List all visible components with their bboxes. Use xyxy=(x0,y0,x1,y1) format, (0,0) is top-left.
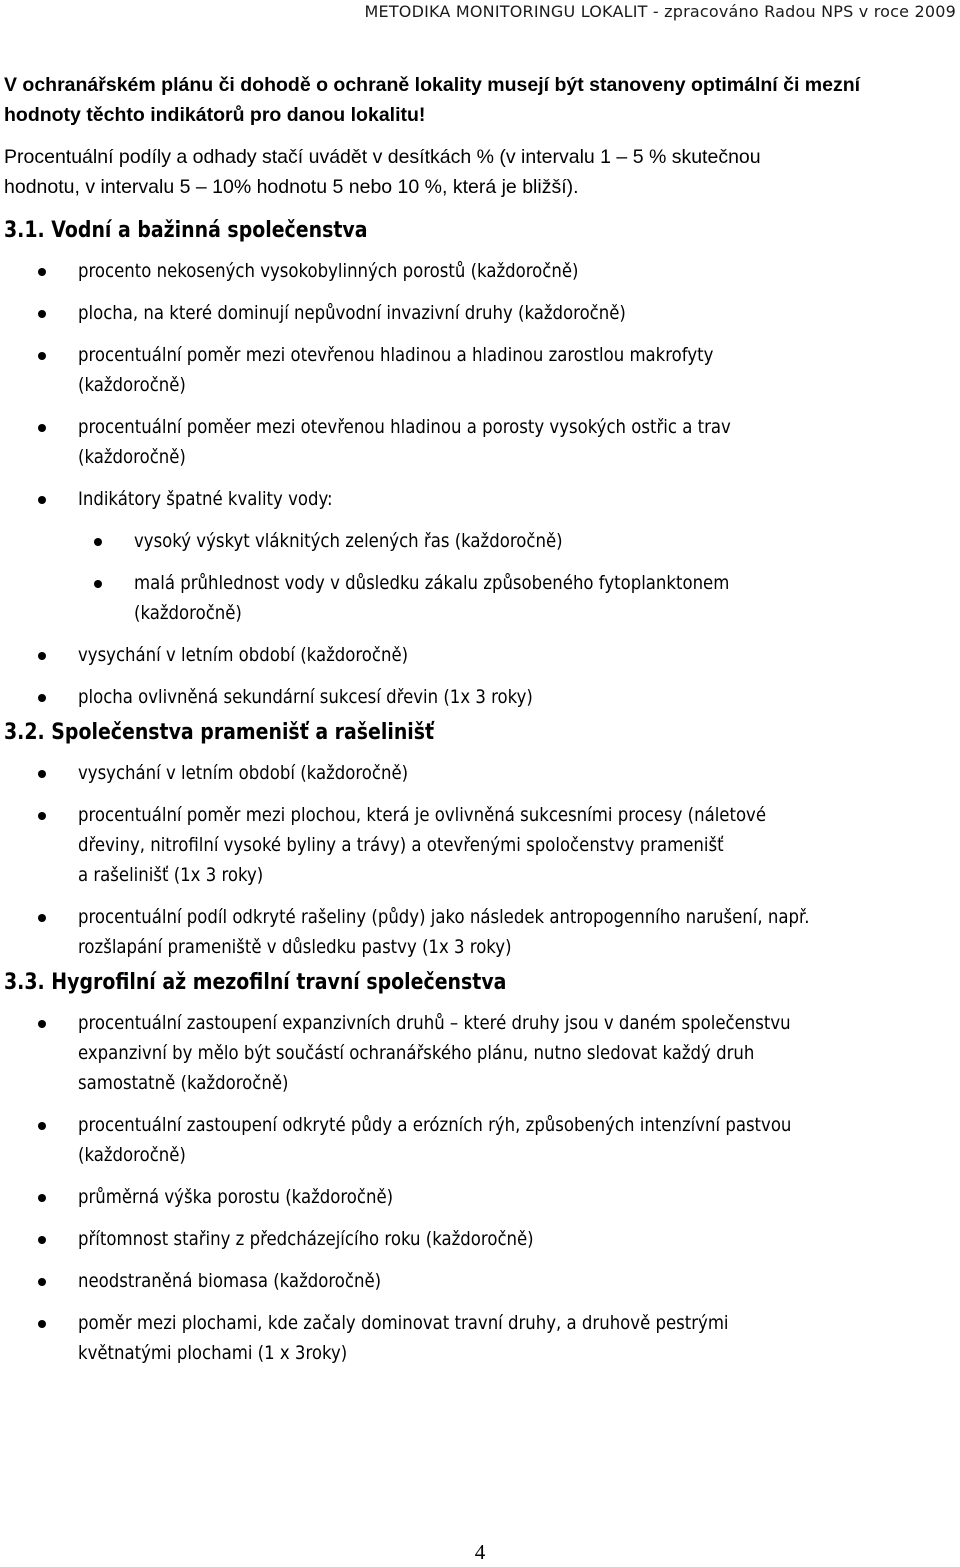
list-item-line: vysychání v letním období (každoročně) xyxy=(78,644,409,666)
bullet-icon xyxy=(38,310,46,318)
list-item xyxy=(4,682,956,712)
bullet-icon xyxy=(38,770,46,778)
section-heading-3-3: 3.3. Hygrofilní až mezofilní travní společenstva xyxy=(4,970,507,995)
list-item-line: procento nekosených vysokobylinných porostů (každoročně) xyxy=(78,260,579,282)
bullet-icon xyxy=(38,1122,46,1130)
section-heading-3-1: 3.1. Vodní a bažinná společenstva xyxy=(4,218,368,243)
list-item-line: Indikátory špatné kvality vody: xyxy=(78,488,333,510)
list-item-line: dřeviny, nitrofilní vysoké byliny a trávy) a otevřenými spoločenstvy pramenišť xyxy=(78,834,724,856)
bullet-icon xyxy=(38,652,46,660)
list-item-line: expanzivní by mělo být součástí ochranářského plánu, nutno sledovat každý druh xyxy=(78,1042,755,1064)
document-body xyxy=(4,70,956,1380)
list-item xyxy=(4,298,956,328)
list-item xyxy=(4,484,956,514)
list-item-line: procentuální podíl odkryté rašeliny (půdy) jako následek antropogenního narušení, např. xyxy=(78,906,810,928)
list-item-line: (každoročně) xyxy=(78,446,186,468)
sub-list-item xyxy=(4,568,956,628)
bullet-icon xyxy=(38,1194,46,1202)
bullet-icon xyxy=(38,1320,46,1328)
bullet-icon xyxy=(38,914,46,922)
list-item-line: procentuální poměr mezi plochou, která je ovlivněná sukcesními procesy (náletové xyxy=(78,804,767,826)
list-item-line: neodstraněná biomasa (každoročně) xyxy=(78,1270,382,1292)
list-item-line: plocha, na které dominují nepůvodní invazivní druhy (každoročně) xyxy=(78,302,626,324)
page-number: 4 xyxy=(474,1540,486,1564)
bullet-icon xyxy=(38,1020,46,1028)
bullet-icon xyxy=(38,1236,46,1244)
list-item xyxy=(4,800,956,890)
list-item xyxy=(4,1308,956,1368)
intro-line: Procentuální podíly a odhady stačí uvádět v desítkách % (v intervalu 1 – 5 % skutečnou xyxy=(4,146,761,168)
list-item xyxy=(4,1008,956,1098)
list-item-line: procentuální zastoupení expanzivních druhů – které druhy jsou v daném společenstvu xyxy=(78,1012,791,1034)
intro-bold-line: hodnoty těchto indikátorů pro danou lokalitu! xyxy=(4,104,426,126)
list-item-line: průměrná výška porostu (každoročně) xyxy=(78,1186,394,1208)
list-item-line: procentuální poměr mezi otevřenou hladinou a hladinou zarostlou makrofyty xyxy=(78,344,714,366)
bullet-icon xyxy=(38,424,46,432)
list-item xyxy=(4,902,956,962)
list-item-line: samostatně (každoročně) xyxy=(78,1072,289,1094)
list-item-line: poměr mezi plochami, kde začaly dominovat travní druhy, a druhově pestrými xyxy=(78,1312,729,1334)
intro-line: hodnotu, v intervalu 5 – 10% hodnotu 5 nebo 10 %, která je bližší). xyxy=(4,176,579,198)
bullet-icon xyxy=(38,496,46,504)
bullet-icon xyxy=(38,1278,46,1286)
list-item-line: (každoročně) xyxy=(134,602,242,624)
sub-list-item xyxy=(4,526,956,556)
bullet-icon xyxy=(38,812,46,820)
list-item xyxy=(4,1224,956,1254)
intro-bold-line: V ochranářském plánu či dohodě o ochraně lokality musejí být stanoveny optimální či mezní xyxy=(4,74,861,96)
intro-bold-note xyxy=(4,70,956,130)
list-item-line: plocha ovlivněná sekundární sukcesí dřevin (1x 3 roky) xyxy=(78,686,533,708)
list-item-line: přítomnost stařiny z předcházejícího roku (každoročně) xyxy=(78,1228,534,1250)
list-item xyxy=(4,1182,956,1212)
list-item xyxy=(4,1110,956,1170)
list-item-line: (každoročně) xyxy=(78,1144,186,1166)
section-3-1-sublist xyxy=(4,526,956,628)
list-item-line: (každoročně) xyxy=(78,374,186,396)
list-item-line: procentuální zastoupení odkryté půdy a erózních rýh, způsobených intenzívní pastvou xyxy=(78,1114,792,1136)
list-item xyxy=(4,758,956,788)
list-item xyxy=(4,256,956,286)
list-item-line: vysoký výskyt vláknitých zelených řas (každoročně) xyxy=(134,530,563,552)
section-3-2-list xyxy=(4,758,956,962)
bullet-icon xyxy=(94,538,102,546)
list-item-line: květnatými plochami (1 x 3roky) xyxy=(78,1342,348,1364)
section-3-1-list xyxy=(4,256,956,514)
bullet-icon xyxy=(38,694,46,702)
intro-paragraph xyxy=(4,142,956,202)
list-item xyxy=(4,340,956,400)
bullet-icon xyxy=(38,352,46,360)
list-item xyxy=(4,412,956,472)
section-3-1-list-continued xyxy=(4,640,956,712)
bullet-icon xyxy=(38,268,46,276)
list-item-line: rozšlapání prameniště v důsledku pastvy (1x 3 roky) xyxy=(78,936,512,958)
section-heading-3-2: 3.2. Společenstva pramenišť a rašelinišť xyxy=(4,720,435,745)
list-item xyxy=(4,1266,956,1296)
list-item-line: vysychání v letním období (každoročně) xyxy=(78,762,409,784)
list-item-line: procentuální poměer mezi otevřenou hladinou a porosty vysokých ostřic a trav xyxy=(78,416,731,438)
page-header: METODIKA MONITORINGU LOKALIT - zpracováno Radou NPS v roce 2009 xyxy=(364,2,956,21)
section-3-3-list xyxy=(4,1008,956,1368)
list-item-line: a rašelinišť (1x 3 roky) xyxy=(78,864,264,886)
bullet-icon xyxy=(94,580,102,588)
list-item xyxy=(4,640,956,670)
list-item-line: malá průhlednost vody v důsledku zákalu způsobeného fytoplanktonem xyxy=(134,572,730,594)
